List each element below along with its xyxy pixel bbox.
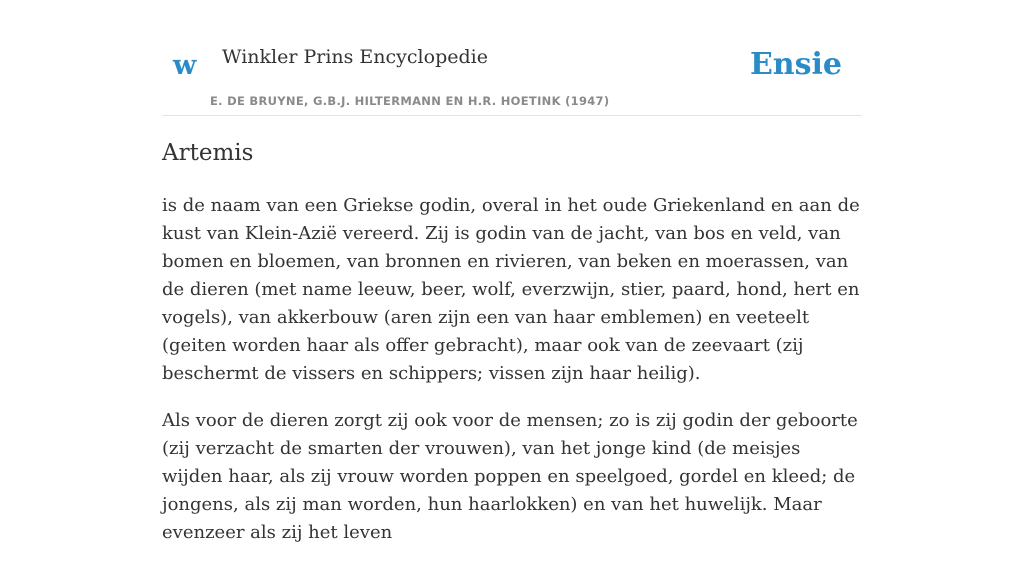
ensie-logo[interactable]: Ensie (749, 47, 842, 82)
entry-paragraph: Als voor de dieren zorgt zij ook voor de mensen; zo is zij godin der geboorte (zij verzacht de smarten der vrouwen), van het jonge kind (de meisjes wijden haar, als zij vrouw worden poppen en speelgoed, gordel en kleed; de jongens, als zij man worden, hun haarlokken) en van het huwelijk. Maar evenzeer als zij het leven (162, 410, 858, 543)
entry-body (162, 192, 862, 566)
page (162, 0, 862, 543)
source-header (162, 0, 862, 116)
entry-paragraph: is de naam van een Griekse godin, overal in het oude Griekenland en aan de kust van Klein-Azië vereerd. Zij is godin van de jacht, van bos en veld, van bomen en bloemen, van bronnen en rivieren, van beken en moerassen, van de dieren (met name leeuw, beer, wolf, everzwijn, stier, paard, hond, hert en vogels), van akkerbouw (aren zijn een van haar emblemen) en veeteelt (geiten worden haar als offer gebracht), maar ook van de zeevaart (zij beschermt de vissers en schippers; vissen zijn haar heilig). (162, 195, 860, 384)
source-authors: E. DE BRUYNE, G.B.J. HILTERMANN EN H.R. HOETINK (1947) (210, 94, 610, 108)
entry-title: Artemis (162, 140, 254, 166)
source-title[interactable]: Winkler Prins Encyclopedie (222, 46, 488, 68)
winkler-prins-logo-icon[interactable]: w (173, 50, 197, 81)
